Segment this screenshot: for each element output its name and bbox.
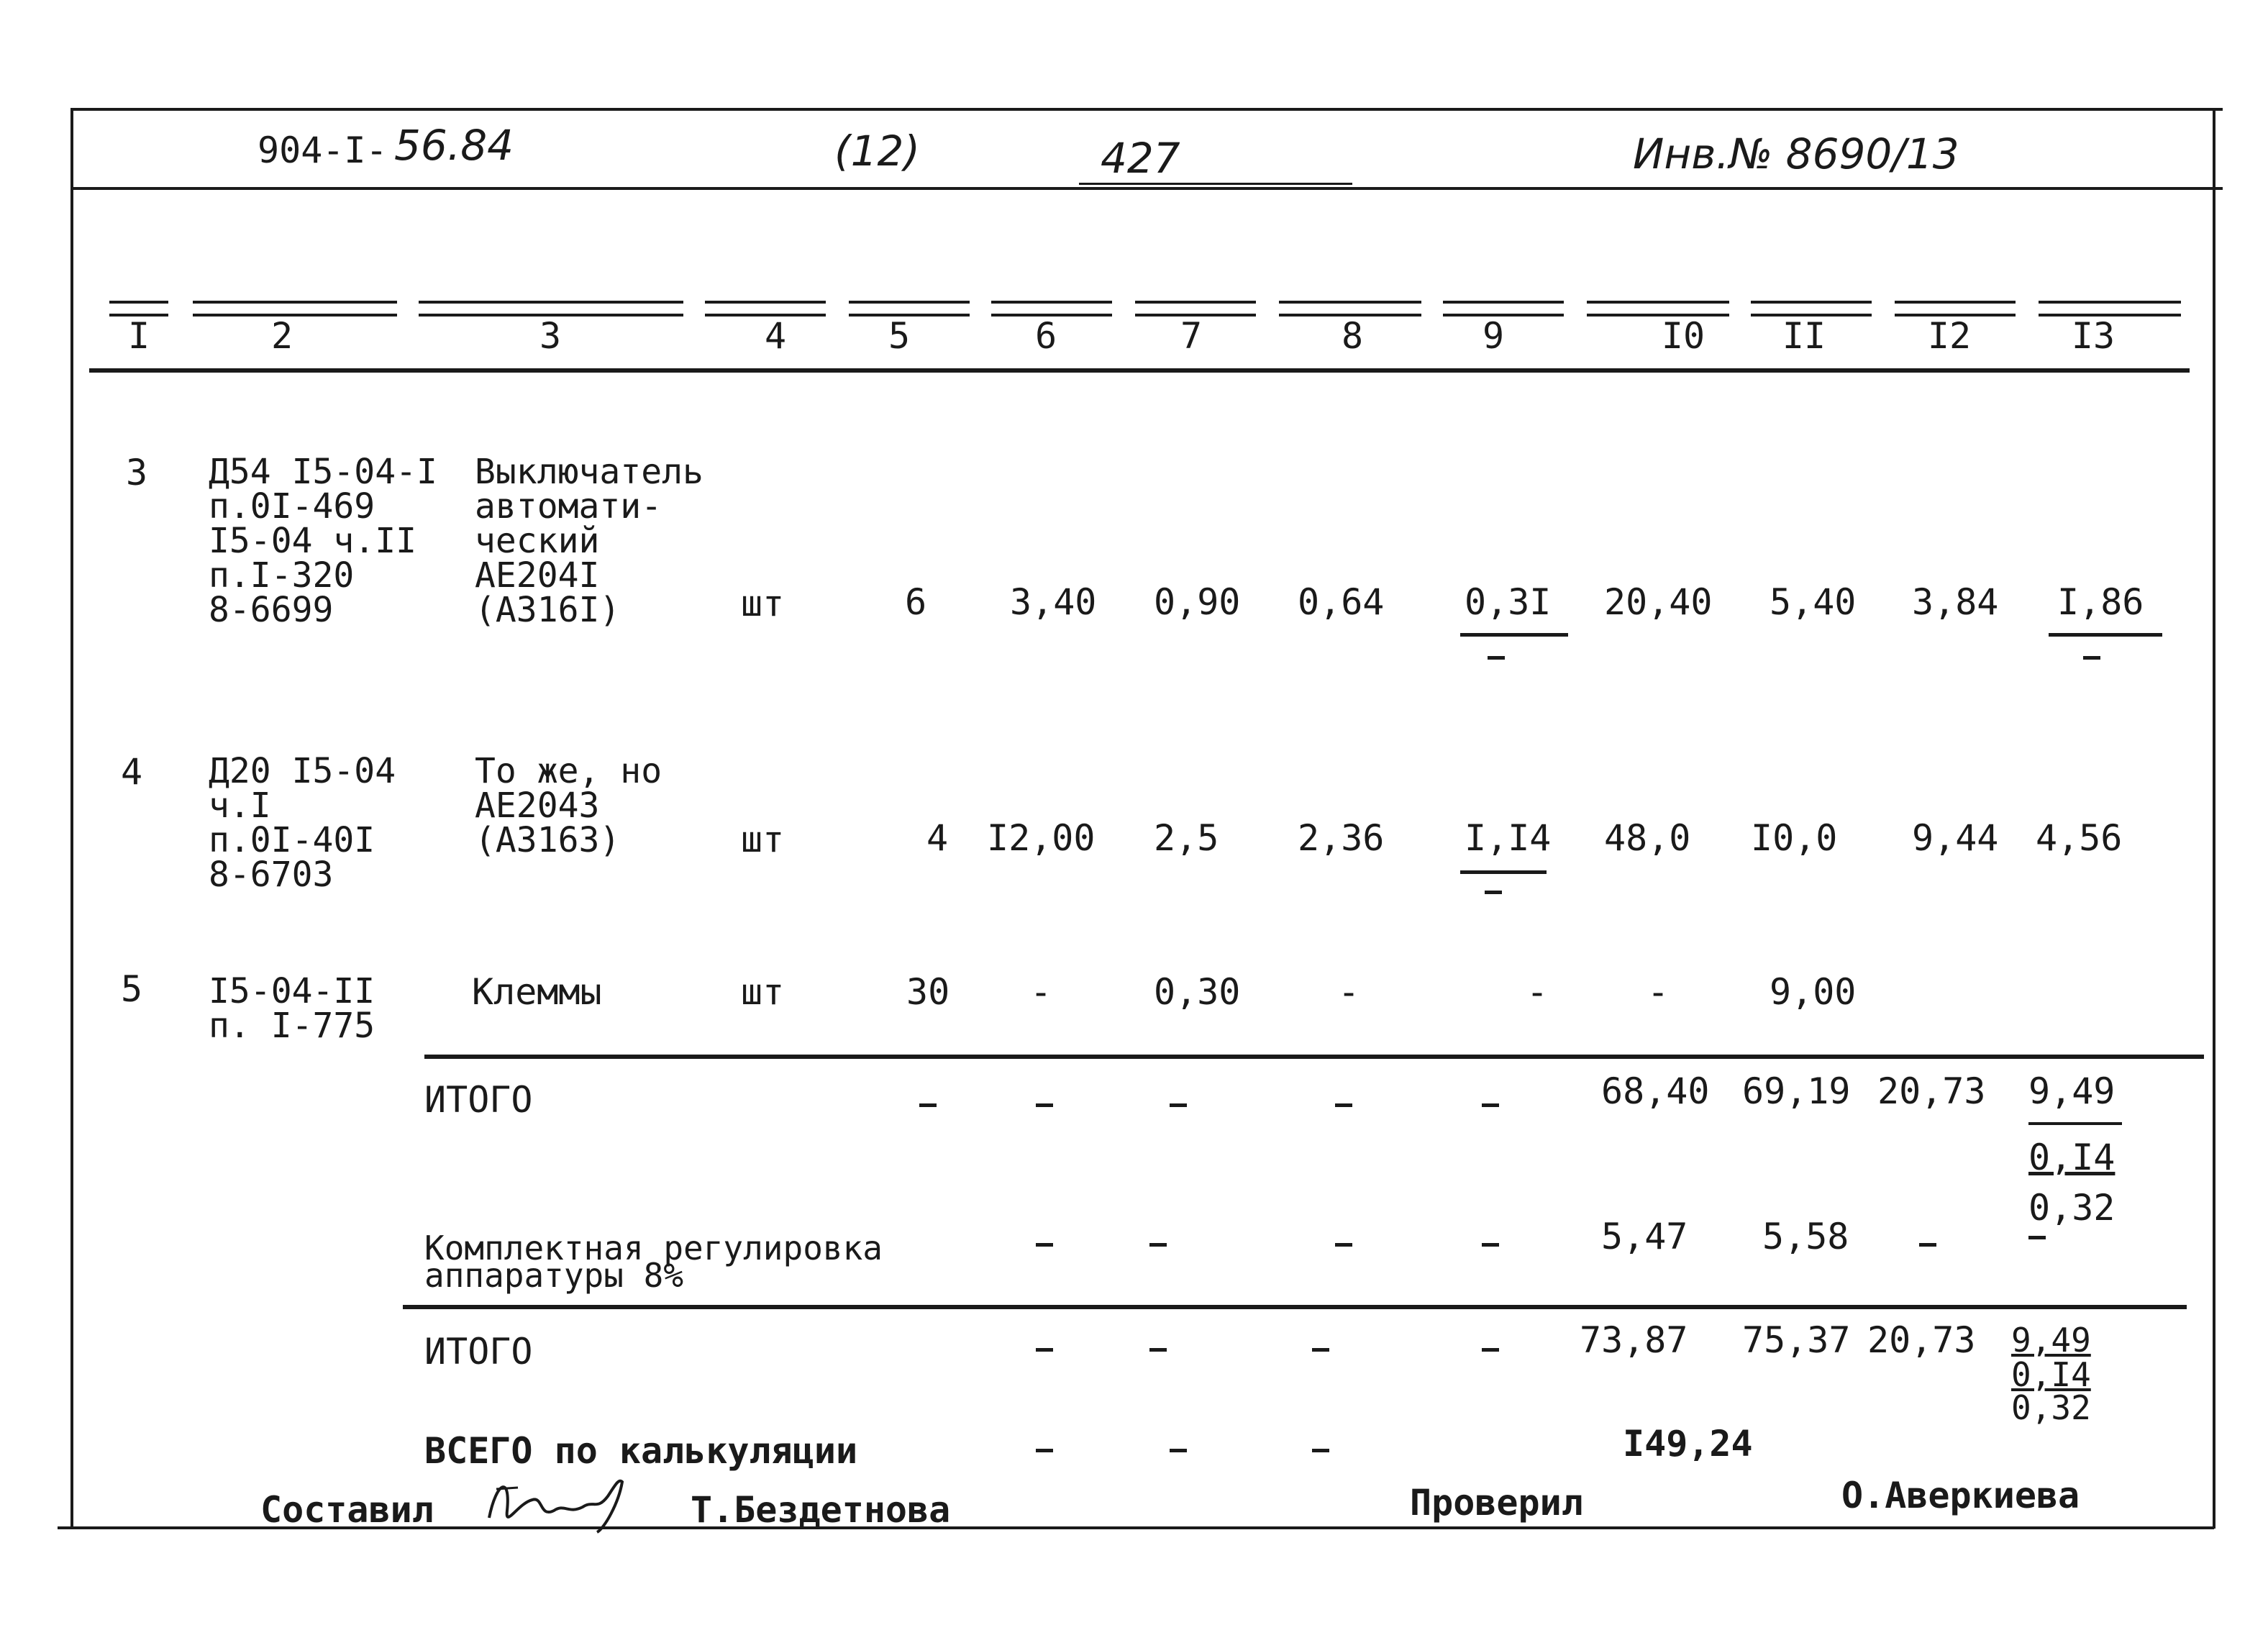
col9-dash: [1488, 656, 1505, 660]
dash-col12: [1919, 1243, 1936, 1247]
checked-by-label: Проверил: [1410, 1482, 1583, 1524]
subtotal-col13-dash: [2028, 1236, 2046, 1239]
dash-col8: [1335, 1103, 1352, 1107]
row-col10: -: [1647, 971, 1670, 1013]
row-col11: 9,00: [1770, 971, 1857, 1013]
dash-col9: [1482, 1348, 1499, 1352]
grand-total-value: I49,24: [1623, 1423, 1753, 1465]
col9-underline: [1460, 870, 1547, 874]
column-number-3: 3: [539, 315, 562, 357]
adjustment-col10: 5,47: [1601, 1216, 1688, 1257]
compiler-signature: [475, 1460, 647, 1539]
total-col13-b: 0,I4: [2011, 1355, 2091, 1394]
column-number-7: 7: [1180, 315, 1203, 357]
dash-col8: [1335, 1243, 1352, 1247]
total-label: ИТОГО: [424, 1331, 533, 1372]
row-basis: Д20 I5-04 ч.I п.0I-40I 8-6703: [209, 751, 396, 895]
dash-col6: [1036, 1243, 1053, 1247]
row-qty: 6: [905, 581, 927, 623]
column-number-12: I2: [1927, 315, 1972, 357]
col9-underline: [1460, 633, 1568, 637]
inventory-number-handwritten: Инв.№ 8690/13: [1633, 129, 1959, 178]
row-unit: шт: [741, 819, 785, 860]
row-number: 3: [126, 452, 148, 493]
total-top-line: [403, 1305, 2187, 1309]
row-col12: 3,84: [1912, 581, 1999, 623]
dash-col5: [919, 1103, 937, 1107]
row-col7: 2,5: [1154, 817, 1219, 859]
dash-col8: [1312, 1449, 1329, 1452]
row-basis: I5-04-II п. I-775: [209, 971, 375, 1046]
row-col13: I,86: [2057, 581, 2144, 623]
dash-col7: [1149, 1348, 1167, 1352]
row-col12: 9,44: [1912, 817, 1999, 859]
row-col6: -: [1030, 971, 1052, 1013]
total-col12: 20,73: [1867, 1319, 1976, 1361]
subtotal-col13-line: [2028, 1122, 2122, 1125]
row-col11: I0,0: [1751, 817, 1838, 859]
subtotal-col13-b: 0,I4: [2028, 1137, 2116, 1178]
total-col13-c: 0,32: [2011, 1388, 2091, 1427]
column-number-5: 5: [888, 315, 911, 357]
column-header-bottom-line: [89, 368, 2190, 373]
row-col8: 2,36: [1298, 817, 1385, 859]
frame-right-line: [2213, 108, 2215, 1529]
row-col8: -: [1338, 971, 1360, 1013]
row-number: 5: [121, 968, 143, 1010]
dash-col8: [1312, 1348, 1329, 1352]
row-basis: Д54 I5-04-I п.0I-469 I5-04 ч.II п.I-320 8-6699: [209, 452, 437, 630]
compiled-by-name: Т.Бездетнова: [691, 1489, 951, 1531]
row-col9: I,I4: [1465, 817, 1552, 859]
row-name: Клеммы: [472, 971, 602, 1013]
row-unit: шт: [741, 583, 785, 624]
row-col7: 0,90: [1154, 581, 1241, 623]
column-number-13: I3: [2071, 315, 2116, 357]
page-number-handwritten: 427: [1101, 134, 1180, 183]
column-number-4: 4: [764, 315, 787, 357]
column-number-8: 8: [1341, 315, 1364, 357]
adjustment-label: Комплектная регулировка аппаратуры 8%: [424, 1229, 883, 1295]
dash-col9: [1482, 1243, 1499, 1247]
column-number-1: I: [127, 315, 150, 357]
subtotal-col12: 20,73: [1877, 1070, 1986, 1112]
frame-top-line: [72, 108, 2223, 111]
doc-code-printed: 904-I-: [258, 129, 388, 171]
column-number-10: I0: [1661, 315, 1705, 357]
subtotal-top-line: [424, 1055, 2204, 1059]
row-qty: 4: [926, 817, 949, 859]
dash-col9: [1482, 1103, 1499, 1107]
grand-total-label: ВСЕГО по калькуляции: [424, 1430, 858, 1472]
column-number-2: 2: [270, 315, 293, 357]
subtotal-col11: 69,19: [1742, 1070, 1851, 1112]
column-number-6: 6: [1034, 315, 1057, 357]
subtotal-label: ИТОГО: [424, 1079, 533, 1121]
row-qty: 30: [906, 971, 950, 1013]
row-col13: 4,56: [2036, 817, 2123, 859]
column-number-11: II: [1782, 315, 1826, 357]
dash-col6: [1036, 1449, 1053, 1452]
dash-col7: [1149, 1243, 1167, 1247]
subtotal-col13-c: 0,32: [2028, 1187, 2116, 1229]
row-col10: 48,0: [1604, 817, 1691, 859]
compiled-by-label: Составил: [260, 1489, 434, 1531]
row-unit: шт: [741, 971, 785, 1013]
header-bottom-line: [72, 187, 2223, 190]
total-col11: 75,37: [1742, 1319, 1851, 1361]
row-col8: 0,64: [1298, 581, 1385, 623]
subtotal-col13-a: 9,49: [2028, 1070, 2116, 1112]
row-col10: 20,40: [1604, 581, 1713, 623]
row-col6: I2,00: [987, 817, 1096, 859]
row-col9: 0,3I: [1465, 581, 1552, 623]
row-name: То же, но АЕ2043 (А3163): [475, 751, 662, 860]
dash-col7: [1170, 1103, 1187, 1107]
row-col7: 0,30: [1154, 971, 1241, 1013]
subtotal-col10: 68,40: [1601, 1070, 1710, 1112]
dash-col7: [1170, 1449, 1187, 1452]
checked-by-name: О.Аверкиева: [1841, 1475, 2080, 1516]
total-col10: 73,87: [1580, 1319, 1688, 1361]
column-number-9: 9: [1482, 315, 1505, 357]
doc-code-handwritten: 56.84: [394, 121, 514, 170]
col13-dash: [2083, 656, 2100, 660]
row-number: 4: [121, 751, 143, 793]
row-name: Выключатель автомати- ческий АЕ204I (А316I): [475, 452, 703, 630]
col9-dash: [1485, 891, 1502, 894]
row-col11: 5,40: [1770, 581, 1857, 623]
dash-col6: [1036, 1103, 1053, 1107]
col13-underline: [2049, 633, 2162, 637]
sheet-number-handwritten: (12): [834, 127, 921, 176]
page-number-underline: [1079, 183, 1352, 185]
total-col13-a: 9,49: [2011, 1321, 2091, 1360]
adjustment-col11: 5,58: [1762, 1216, 1849, 1257]
row-col6: 3,40: [1010, 581, 1097, 623]
row-col9: -: [1526, 971, 1549, 1013]
dash-col6: [1036, 1348, 1053, 1352]
